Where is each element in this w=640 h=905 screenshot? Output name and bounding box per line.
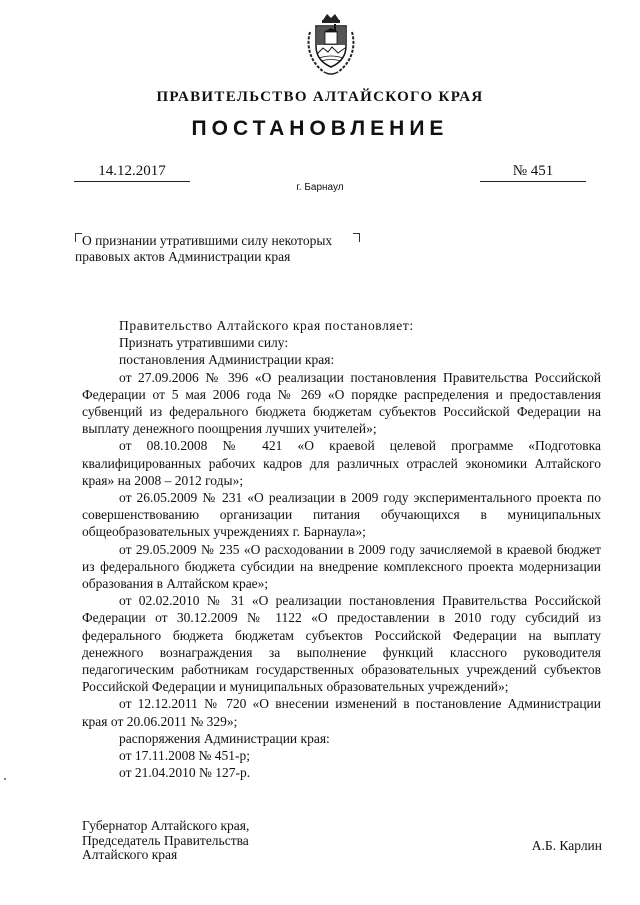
signatory-name: А.Б. Карлин (531, 838, 602, 853)
government-title: ПРАВИТЕЛЬСТВО АЛТАЙСКОГО КРАЯ (156, 89, 484, 105)
body-paragraph: от 08.10.2008 № 421 «О краевой целевой программе «Подготовка квалифицированных рабочих кадров для различных отраслей экономики Алтайского края» на 2008 – 2012 годы»; (82, 438, 601, 488)
document-number: № 451 (480, 163, 586, 182)
scan-artifact (4, 778, 6, 780)
body-paragraph: Правительство Алтайского края постановляет: (119, 318, 414, 333)
document-subject (75, 233, 332, 265)
body-paragraph: от 17.11.2008 № 451-р; (119, 748, 250, 764)
body-paragraph: от 12.12.2011 № 720 «О внесении изменений в постановление Администрации края от 20.06.2011 № 329»; (82, 696, 601, 729)
subject-line: О признании утратившими силу некоторых (82, 233, 333, 248)
signatory-position-line: Председатель Правительства (82, 832, 249, 848)
signatory-position-line: Алтайского края (82, 847, 178, 863)
document-type-title: ПОСТАНОВЛЕНИЕ (191, 117, 449, 140)
coat-of-arms-icon (302, 10, 360, 78)
signature-block (82, 819, 602, 863)
subject-corner-left (75, 233, 82, 242)
body-paragraph: постановления Администрации края: (119, 352, 335, 368)
document-city: г. Барнаул (296, 182, 344, 193)
document-date: 14.12.2017 (74, 163, 190, 182)
signatory-position (82, 819, 602, 863)
body-paragraph: от 29.05.2009 № 235 «О расходовании в 2009 году зачисляемой в краевой бюджет из федерального бюджета субсидии на внедрение комплексного проекта модернизации образования в Алтайском крае»; (82, 541, 601, 592)
body-paragraph: от 02.02.2010 № 31 «О реализации постановления Правительства Российской Федерации от 30.12.2009 № 1122 «О предоставлении в 2010 году субсидий из федерального бюджета бюджетам субъектов Российской Федерации на выплату денежного вознаграждения за выполнение функций классного руководителя педагогическим работникам государственных образовательных учреждений субъектов Российской Федерации и муниципальных образовательных учреждений»; (82, 593, 601, 695)
body-paragraph: от 21.04.2010 № 127-р. (119, 765, 251, 781)
body-paragraph: распоряжения Администрации края: (119, 730, 330, 746)
body-paragraph: Признать утратившими силу: (119, 335, 289, 351)
subject-corner-right (353, 233, 360, 242)
body-paragraph: от 26.05.2009 № 231 «О реализации в 2009 году экспериментального проекта по совершенствованию организации питания обучающихся в муниципальных общеобразовательных учреждениях г. Барнаула»; (82, 490, 601, 540)
signatory-position-line: Губернатор Алтайского края, (82, 818, 250, 833)
document-body (82, 317, 601, 781)
body-paragraph: от 27.09.2006 № 396 «О реализации постановления Правительства Российской Федерации от 5 мая 2006 года № 269 «О порядке распределения и предоставления субвенций из федерального бюджета бюджетам субъектов Российской Федерации на выплату денежного поощрения лучших учителей»; (82, 369, 601, 437)
subject-line: правовых актов Администрации края (75, 249, 291, 264)
